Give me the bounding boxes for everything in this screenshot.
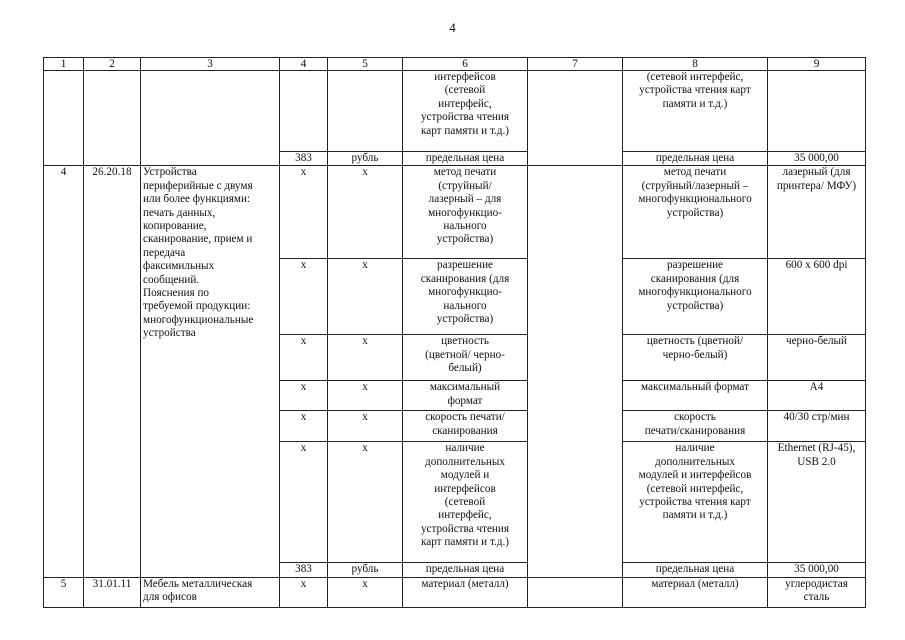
item4-r1-code: x xyxy=(280,259,328,335)
item5-unit: x xyxy=(328,577,403,607)
cont-num-cell xyxy=(44,71,84,166)
item4-r1-unit: x xyxy=(328,259,403,335)
header-col-2: 2 xyxy=(84,58,141,71)
item5-okpd: 31.01.11 xyxy=(84,577,141,607)
cont-price-value: 35 000,00 xyxy=(768,152,866,166)
header-col-9: 9 xyxy=(768,58,866,71)
item4-r0-unit: x xyxy=(328,166,403,259)
header-col-1: 1 xyxy=(44,58,84,71)
specification-table xyxy=(43,57,866,608)
header-col-5: 5 xyxy=(328,58,403,71)
cont-name-cell xyxy=(141,71,280,166)
item4-r0-value: лазерный (для принтера/ МФУ) xyxy=(768,166,866,259)
item5-char6: материал (металл) xyxy=(403,577,528,607)
continuation-row xyxy=(44,71,866,152)
page-number: 4 xyxy=(449,20,456,35)
item4-r1-char8: разрешение сканирования (для многофункционального устройства) xyxy=(623,259,768,335)
header-col-8: 8 xyxy=(623,58,768,71)
item4-row-print-method xyxy=(44,166,866,259)
item4-r1-value: 600 x 600 dpi xyxy=(768,259,866,335)
item4-r0-char6: метод печати (струйный/ лазерный – для многофункцио- нального устройства) xyxy=(403,166,528,259)
item4-r5-char6: наличие дополнительных модулей и интерфейсов (сетевой интерфейс, устройства чтения карт памяти и т.д.) xyxy=(403,442,528,563)
item4-r4-code: x xyxy=(280,411,328,442)
item4-r0-code: x xyxy=(280,166,328,259)
item4-r4-value: 40/30 стр/мин xyxy=(768,411,866,442)
cont-char6-cell: интерфейсов (сетевой интерфейс, устройства чтения карт памяти и т.д.) xyxy=(403,71,528,152)
item5-value: углеродистая сталь xyxy=(768,577,866,607)
cont-price-char8: предельная цена xyxy=(623,152,768,166)
item5-char8: материал (металл) xyxy=(623,577,768,607)
header-col-4: 4 xyxy=(280,58,328,71)
item4-r5-char8: наличие дополнительных модулей и интерфейсов (сетевой интерфейс, устройства чтения карт памяти и т.д.) xyxy=(623,442,768,563)
item5-col7 xyxy=(528,577,623,607)
item4-r2-code: x xyxy=(280,335,328,381)
item4-r5-code: x xyxy=(280,442,328,563)
item5-num: 5 xyxy=(44,577,84,607)
item4-r2-unit: x xyxy=(328,335,403,381)
item5-name: Мебель металлическая для офисов xyxy=(141,577,280,607)
item4-r6-char8: предельная цена xyxy=(623,563,768,577)
item5-code: x xyxy=(280,577,328,607)
item4-col7 xyxy=(528,166,623,577)
header-col-3: 3 xyxy=(141,58,280,71)
cont-code-cell xyxy=(280,71,328,152)
item4-okpd: 26.20.18 xyxy=(84,166,141,577)
item4-r1-char6: разрешение сканирования (для многофункцио- нального устройства) xyxy=(403,259,528,335)
item4-r2-char8: цветность (цветной/ черно-белый) xyxy=(623,335,768,381)
cont-okpd-cell xyxy=(84,71,141,166)
item4-r4-unit: x xyxy=(328,411,403,442)
item4-r6-value: 35 000,00 xyxy=(768,563,866,577)
item4-r3-code: x xyxy=(280,381,328,411)
item4-r3-char8: максимальный формат xyxy=(623,381,768,411)
item4-r0-char8: метод печати (струйный/лазерный – многофункционального устройства) xyxy=(623,166,768,259)
header-col-6: 6 xyxy=(403,58,528,71)
cont-price-char6: предельная цена xyxy=(403,152,528,166)
item4-r6-code: 383 xyxy=(280,563,328,577)
item4-num: 4 xyxy=(44,166,84,577)
item4-r3-value: А4 xyxy=(768,381,866,411)
item4-r6-unit: рубль xyxy=(328,563,403,577)
item4-r5-value: Ethernet (RJ-45), USB 2.0 xyxy=(768,442,866,563)
item4-name: Устройства периферийные с двумя или более функциями: печать данных, копирование, сканирование, прием и передача факсимильных сообщений. Пояснения по требуемой продукции: многофункциональные устройства xyxy=(141,166,280,577)
item4-r5-unit: x xyxy=(328,442,403,563)
item4-r4-char6: скорость печати/ сканирования xyxy=(403,411,528,442)
cont-col7-cell xyxy=(528,71,623,166)
item4-r3-char6: максимальный формат xyxy=(403,381,528,411)
item4-r2-value: черно-белый xyxy=(768,335,866,381)
item5-row-material xyxy=(44,577,866,607)
header-col-7: 7 xyxy=(528,58,623,71)
cont-price-code: 383 xyxy=(280,152,328,166)
cont-price-unit: рубль xyxy=(328,152,403,166)
item4-r2-char6: цветность (цветной/ черно- белый) xyxy=(403,335,528,381)
cont-char8-cell: (сетевой интерфейс, устройства чтения карт памяти и т.д.) xyxy=(623,71,768,152)
item4-r4-char8: скорость печати/сканирования xyxy=(623,411,768,442)
cont-value-cell xyxy=(768,71,866,152)
cont-unit-cell xyxy=(328,71,403,152)
item4-r6-char6: предельная цена xyxy=(403,563,528,577)
header-row xyxy=(44,58,866,71)
item4-r3-unit: x xyxy=(328,381,403,411)
